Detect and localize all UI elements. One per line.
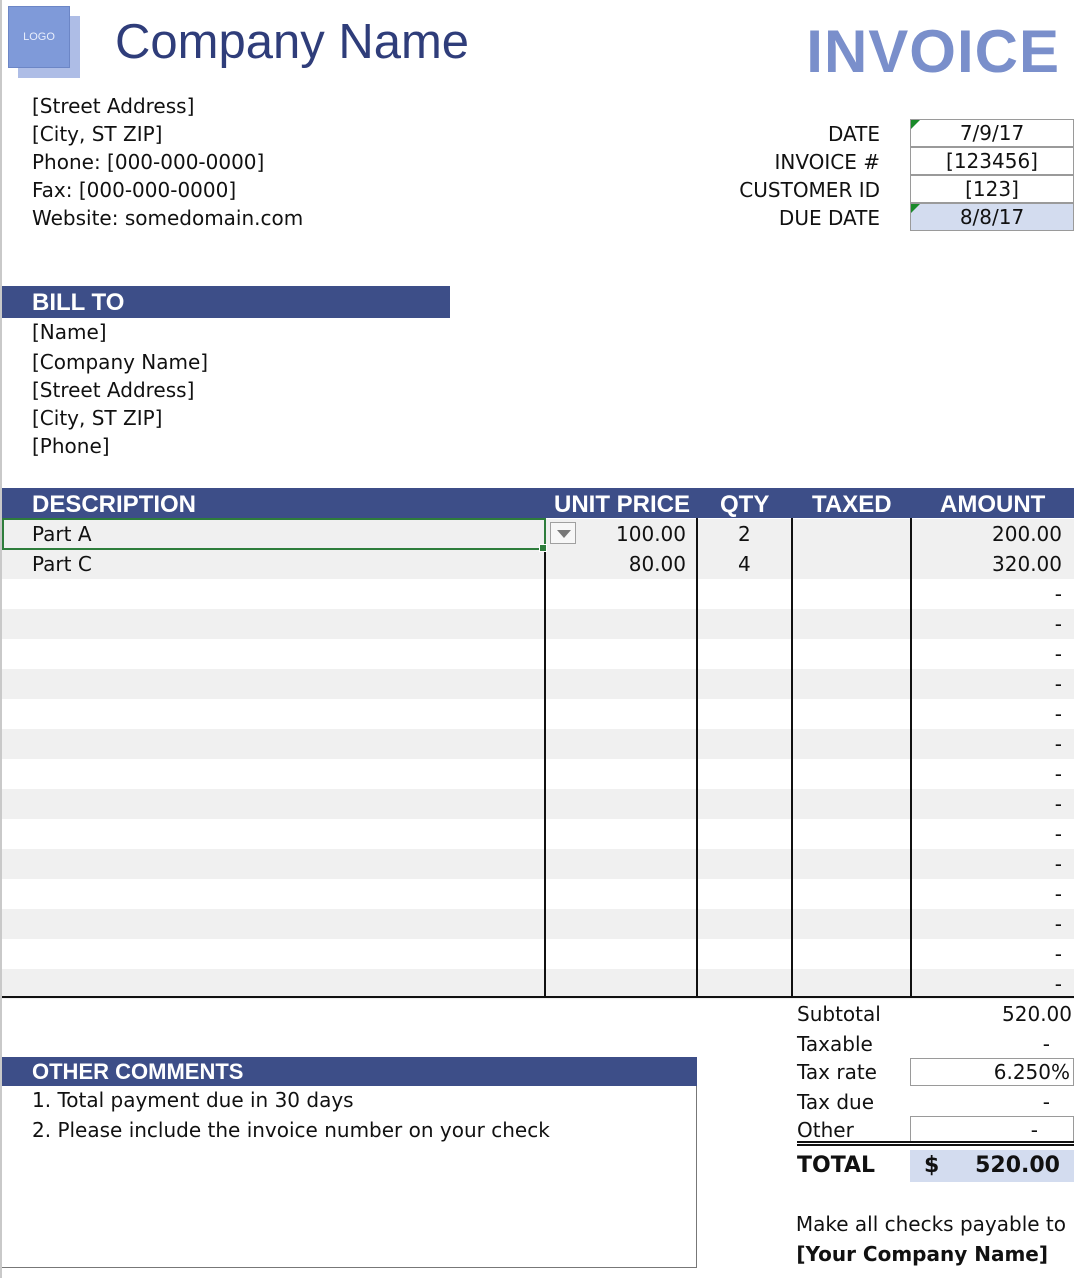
- other-value: -: [1030, 1118, 1038, 1142]
- tax-rate-label: Tax rate: [797, 1060, 877, 1084]
- comment-line-1[interactable]: 1. Total payment due in 30 days: [32, 1088, 354, 1112]
- table-row[interactable]: [2, 849, 1074, 879]
- bill-to-name[interactable]: [Name]: [32, 320, 107, 344]
- table-row[interactable]: [2, 759, 1074, 789]
- comments-heading: OTHER COMMENTS: [32, 1059, 244, 1084]
- invoice-number-label: INVOICE #: [774, 150, 880, 174]
- table-row[interactable]: [2, 969, 1074, 999]
- invoice-title[interactable]: INVOICE: [806, 18, 1060, 85]
- table-row[interactable]: [2, 909, 1074, 939]
- table-row[interactable]: [2, 699, 1074, 729]
- cell-amount[interactable]: -: [1054, 822, 1062, 846]
- sender-city[interactable]: [City, ST ZIP]: [32, 122, 163, 146]
- cell-amount[interactable]: -: [1054, 702, 1062, 726]
- sender-street[interactable]: [Street Address]: [32, 94, 195, 118]
- customer-id-cell[interactable]: [910, 175, 1074, 203]
- cell-amount[interactable]: -: [1054, 912, 1062, 936]
- comment-marker-icon: [911, 204, 920, 213]
- cell-amount[interactable]: -: [1054, 612, 1062, 636]
- bill-to-phone[interactable]: [Phone]: [32, 434, 110, 458]
- cell-description[interactable]: Part C: [32, 552, 92, 576]
- table-row[interactable]: [2, 819, 1074, 849]
- subtotal-label: Subtotal: [797, 1002, 881, 1026]
- company-name[interactable]: Company Name: [115, 15, 470, 69]
- payee-company-name[interactable]: [Your Company Name]: [796, 1242, 1048, 1266]
- cell-amount[interactable]: -: [1054, 972, 1062, 996]
- logo-placeholder[interactable]: [8, 6, 70, 68]
- due-date-cell[interactable]: [910, 203, 1074, 231]
- due-date-label: DUE DATE: [778, 206, 880, 230]
- column-divider: [696, 518, 698, 998]
- tax-rate-cell[interactable]: [910, 1058, 1074, 1086]
- table-row[interactable]: [2, 609, 1074, 639]
- column-header-amount: AMOUNT: [940, 491, 1046, 518]
- table-row[interactable]: [2, 879, 1074, 909]
- table-row[interactable]: [2, 729, 1074, 759]
- sender-website[interactable]: Website: somedomain.com: [32, 206, 304, 230]
- cell-amount[interactable]: -: [1054, 642, 1062, 666]
- bill-to-street[interactable]: [Street Address]: [32, 378, 195, 402]
- taxable-label: Taxable: [797, 1032, 873, 1056]
- subtotal-value[interactable]: 520.00: [1002, 1002, 1072, 1026]
- bill-to-company[interactable]: [Company Name]: [32, 350, 209, 374]
- other-label: Other: [797, 1118, 854, 1142]
- date-label: DATE: [827, 122, 880, 146]
- comment-line-2[interactable]: 2. Please include the invoice number on your check: [32, 1118, 550, 1142]
- invoice-number-value: [123456]: [946, 149, 1038, 173]
- total-cell[interactable]: [910, 1150, 1074, 1182]
- cell-amount[interactable]: -: [1054, 942, 1062, 966]
- column-header-description: DESCRIPTION: [32, 491, 197, 518]
- bill-to-heading: BILL TO: [32, 289, 125, 316]
- table-row[interactable]: [2, 939, 1074, 969]
- due-date-value: 8/8/17: [959, 205, 1025, 229]
- tax-due-label: Tax due: [797, 1090, 875, 1114]
- cell-qty[interactable]: 4: [738, 552, 751, 576]
- sender-fax[interactable]: Fax: [000-000-0000]: [32, 178, 237, 202]
- column-header-unit-price: UNIT PRICE: [554, 491, 691, 518]
- column-divider: [910, 518, 912, 998]
- cell-amount[interactable]: -: [1054, 582, 1062, 606]
- customer-id-value: [123]: [965, 177, 1019, 201]
- cell-amount[interactable]: -: [1054, 882, 1062, 906]
- cell-description[interactable]: Part A: [32, 522, 92, 546]
- selected-cell-outline[interactable]: [2, 518, 546, 550]
- comments-header: [2, 1057, 697, 1086]
- tax-due-value[interactable]: -: [1042, 1090, 1050, 1114]
- items-table-header: [2, 488, 1074, 518]
- tax-rate-value: 6.250%: [993, 1060, 1070, 1084]
- bill-to-city[interactable]: [City, ST ZIP]: [32, 406, 163, 430]
- logo-text: LOGO: [23, 31, 55, 43]
- total-value: 520.00: [975, 1153, 1060, 1178]
- cell-amount[interactable]: 200.00: [992, 522, 1062, 546]
- taxable-value[interactable]: -: [1042, 1032, 1050, 1056]
- cell-amount[interactable]: -: [1054, 762, 1062, 786]
- date-cell[interactable]: [910, 119, 1074, 147]
- comment-marker-icon: [911, 120, 920, 129]
- fill-handle[interactable]: [539, 544, 547, 552]
- total-double-rule: [797, 1141, 1074, 1146]
- date-value: 7/9/17: [959, 121, 1025, 145]
- table-row[interactable]: [2, 579, 1074, 609]
- cell-unit-price[interactable]: 80.00: [628, 552, 686, 576]
- table-row[interactable]: [2, 669, 1074, 699]
- cell-amount[interactable]: -: [1054, 792, 1062, 816]
- cell-amount[interactable]: -: [1054, 852, 1062, 876]
- cell-amount[interactable]: -: [1054, 672, 1062, 696]
- cell-qty[interactable]: 2: [738, 522, 751, 546]
- logo: [8, 6, 82, 80]
- other-cell[interactable]: [910, 1116, 1074, 1142]
- sender-phone[interactable]: Phone: [000-000-0000]: [32, 150, 265, 174]
- bill-to-header: [2, 286, 450, 318]
- column-divider: [544, 518, 546, 998]
- table-row[interactable]: [2, 639, 1074, 669]
- total-label: TOTAL: [797, 1153, 876, 1178]
- column-divider: [791, 518, 793, 998]
- column-header-taxed: TAXED: [812, 491, 892, 518]
- dropdown-arrow-icon[interactable]: [550, 522, 576, 544]
- cell-amount[interactable]: -: [1054, 732, 1062, 756]
- customer-id-label: CUSTOMER ID: [739, 178, 880, 202]
- table-row[interactable]: [2, 549, 1074, 579]
- checks-payable-note: Make all checks payable to: [795, 1212, 1066, 1236]
- invoice-number-cell[interactable]: [910, 147, 1074, 175]
- table-bottom-border: [2, 996, 1074, 998]
- currency-symbol: $: [924, 1153, 940, 1178]
- cell-unit-price[interactable]: 100.00: [616, 522, 686, 546]
- table-row[interactable]: [2, 789, 1074, 819]
- cell-amount[interactable]: 320.00: [992, 552, 1062, 576]
- column-header-qty: QTY: [720, 491, 770, 518]
